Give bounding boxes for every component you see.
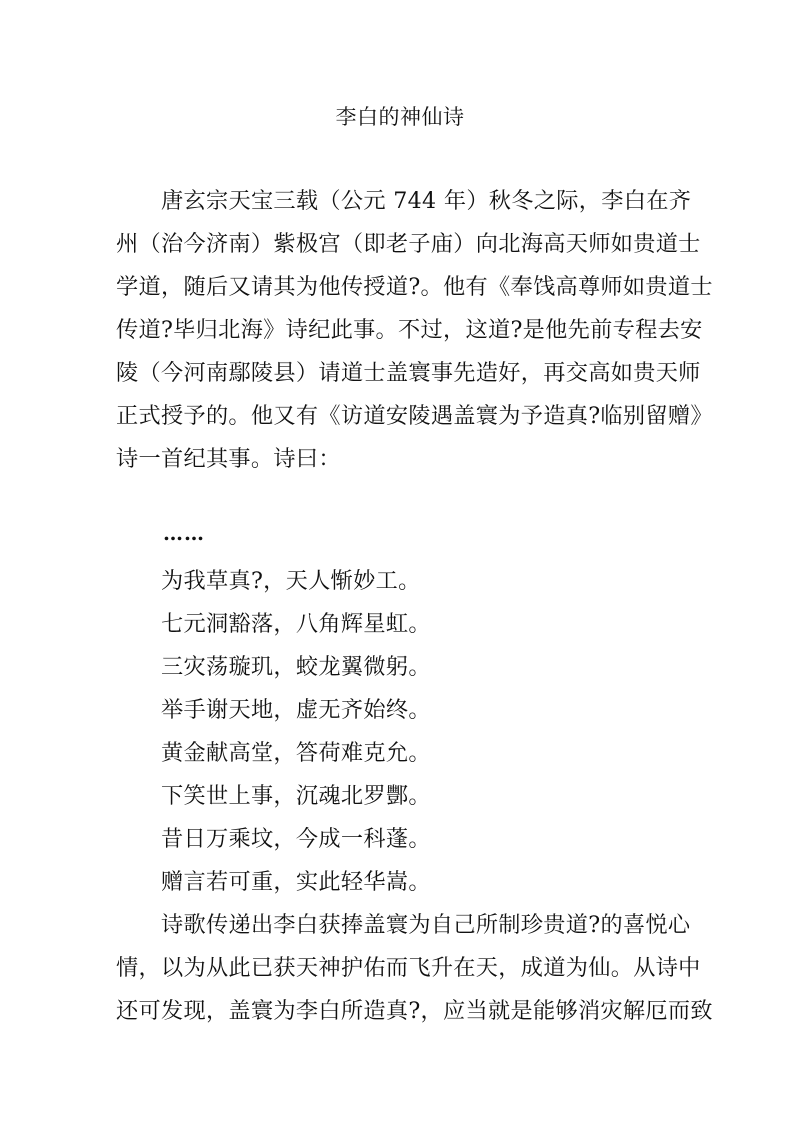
poem-line: 黄金献高堂，答荷难克允。: [161, 740, 431, 766]
paragraph-line: 学道，随后又请其为他传授道?。他有《奉饯高尊师如贵道士: [116, 274, 713, 300]
poem-line: 昔日万乘坟，今成一科蓬。: [161, 826, 431, 852]
poem-line: 七元洞豁落，八角辉星虹。: [161, 611, 431, 637]
paragraph-line: 唐玄宗天宝三载（公元 744 年）秋冬之际，李白在齐: [161, 188, 692, 214]
paragraph-line: 诗歌传递出李白获捧盖寰为自己所制珍贵道?的喜悦心: [161, 912, 691, 938]
ellipsis-marker: ……: [163, 521, 205, 545]
poem-line: 下笑世上事，沉魂北罗酆。: [161, 783, 431, 809]
document-title: 李白的神仙诗: [335, 105, 465, 129]
paragraph-line: 还可发现，盖寰为李白所造真?，应当就是能够消灾解厄而致: [116, 998, 713, 1024]
poem-line: 举手谢天地，虚无齐始终。: [161, 697, 431, 723]
poem-line: 为我草真?，天人惭妙工。: [161, 568, 421, 594]
paragraph-line: 陵（今河南鄢陵县）请道士盖寰事先造好，再交高如贵天师: [116, 360, 701, 386]
poem-line: 赠言若可重，实此轻华嵩。: [161, 869, 431, 895]
paragraph-line: 正式授予的。他又有《访道安陵遇盖寰为予造真?临别留赠》: [116, 403, 713, 429]
paragraph-line: 传道?毕归北海》诗纪此事。不过，这道?是他先前专程去安: [116, 317, 703, 343]
paragraph-line: 州（治今济南）紫极宫（即老子庙）向北海高天师如贵道士: [116, 231, 701, 257]
poem-line: 三灾荡璇玑，蛟龙翼微躬。: [161, 654, 431, 680]
paragraph-line: 情，以为从此已获天神护佑而飞升在天，成道为仙。从诗中: [116, 955, 701, 981]
paragraph-line: 诗一首纪其事。诗曰：: [116, 446, 341, 472]
